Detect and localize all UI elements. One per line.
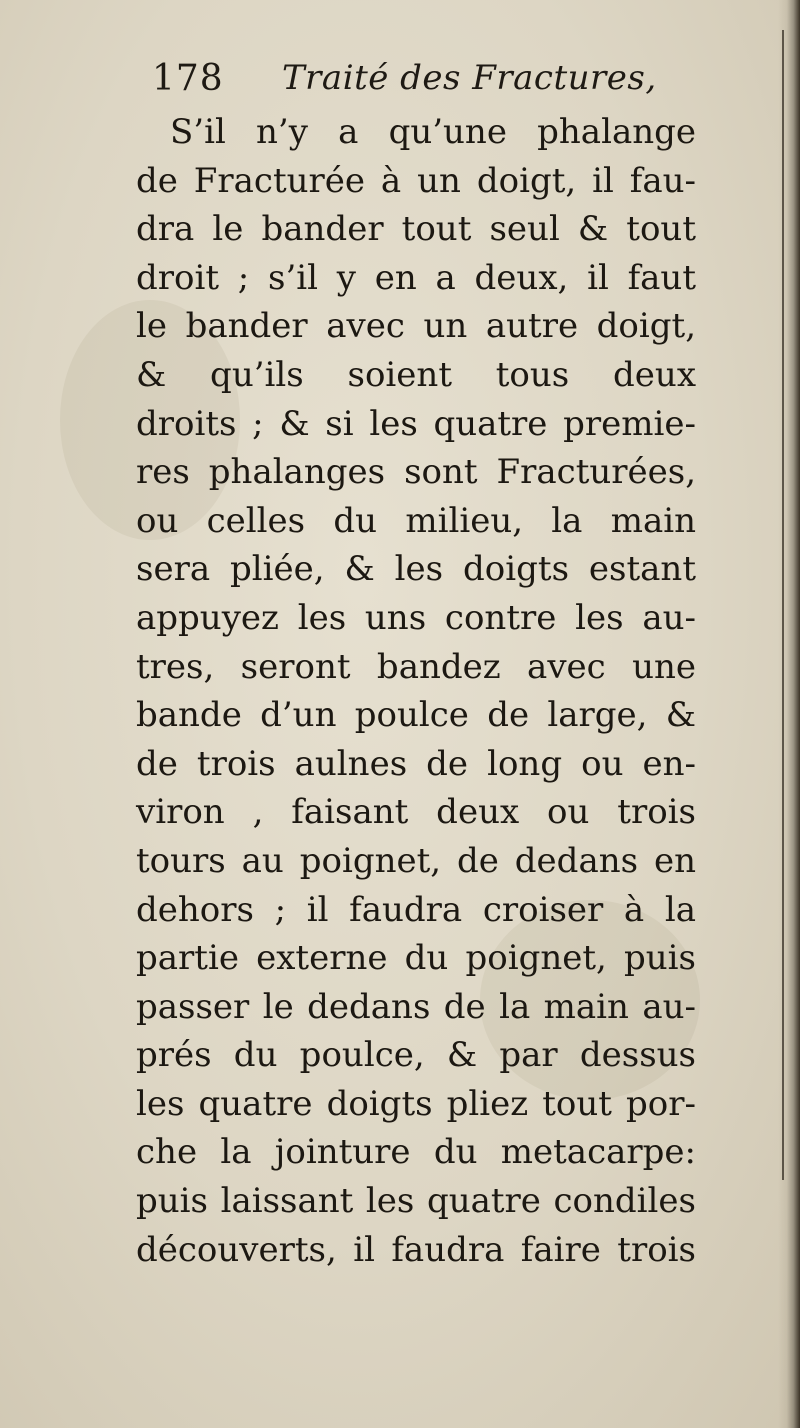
text-line: dra le bander tout seul & tout <box>136 209 696 250</box>
text-line: S’il n’y a qu’une phalange <box>170 112 696 152</box>
text-line: tres, seront bandez avec une <box>136 646 696 687</box>
page-edge-line <box>782 30 784 1180</box>
text-line: le bander avec un autre doigt, <box>136 306 696 347</box>
text-line: viron , faisant deux ou trois <box>136 792 696 833</box>
text-line: sera pliée, & les doigts estant <box>136 549 696 590</box>
text-line: res phalanges sont Fracturées, <box>136 452 696 493</box>
text-line: che la jointure du metacarpe: <box>136 1132 696 1173</box>
text-line: droit ; s’il y en a deux, il faut <box>136 257 696 298</box>
text-line: de Fracturée à un doigt, il fau- <box>136 160 696 201</box>
running-title: Traité des Fractures, <box>282 58 657 98</box>
page-number: 178 <box>152 58 224 99</box>
text-line: droits ; & si les quatre premie- <box>136 403 696 444</box>
text-line: prés du poulce, & par dessus <box>136 1035 696 1076</box>
text-line: puis laissant les quatre condiles <box>136 1181 696 1222</box>
text-line: passer le dedans de la main au- <box>136 986 696 1027</box>
text-line: dehors ; il faudra croiser à la <box>136 889 696 930</box>
text-line: tours au poignet, de dedans en <box>136 840 696 881</box>
text-line: les quatre doigts pliez tout por- <box>136 1083 696 1124</box>
text-line: ou celles du milieu, la main <box>136 500 696 541</box>
text-line: découverts, il faudra faire trois <box>136 1229 696 1270</box>
text-line: de trois aulnes de long ou en- <box>136 743 696 784</box>
text-line: bande d’un poulce de large, & <box>136 695 696 736</box>
text-line: & qu’ils soient tous deux <box>136 354 696 395</box>
page-header <box>152 58 672 108</box>
text-line: partie externe du poignet, puis <box>136 938 696 979</box>
body-text <box>136 108 696 1274</box>
text-line: appuyez les uns contre les au- <box>136 597 696 638</box>
